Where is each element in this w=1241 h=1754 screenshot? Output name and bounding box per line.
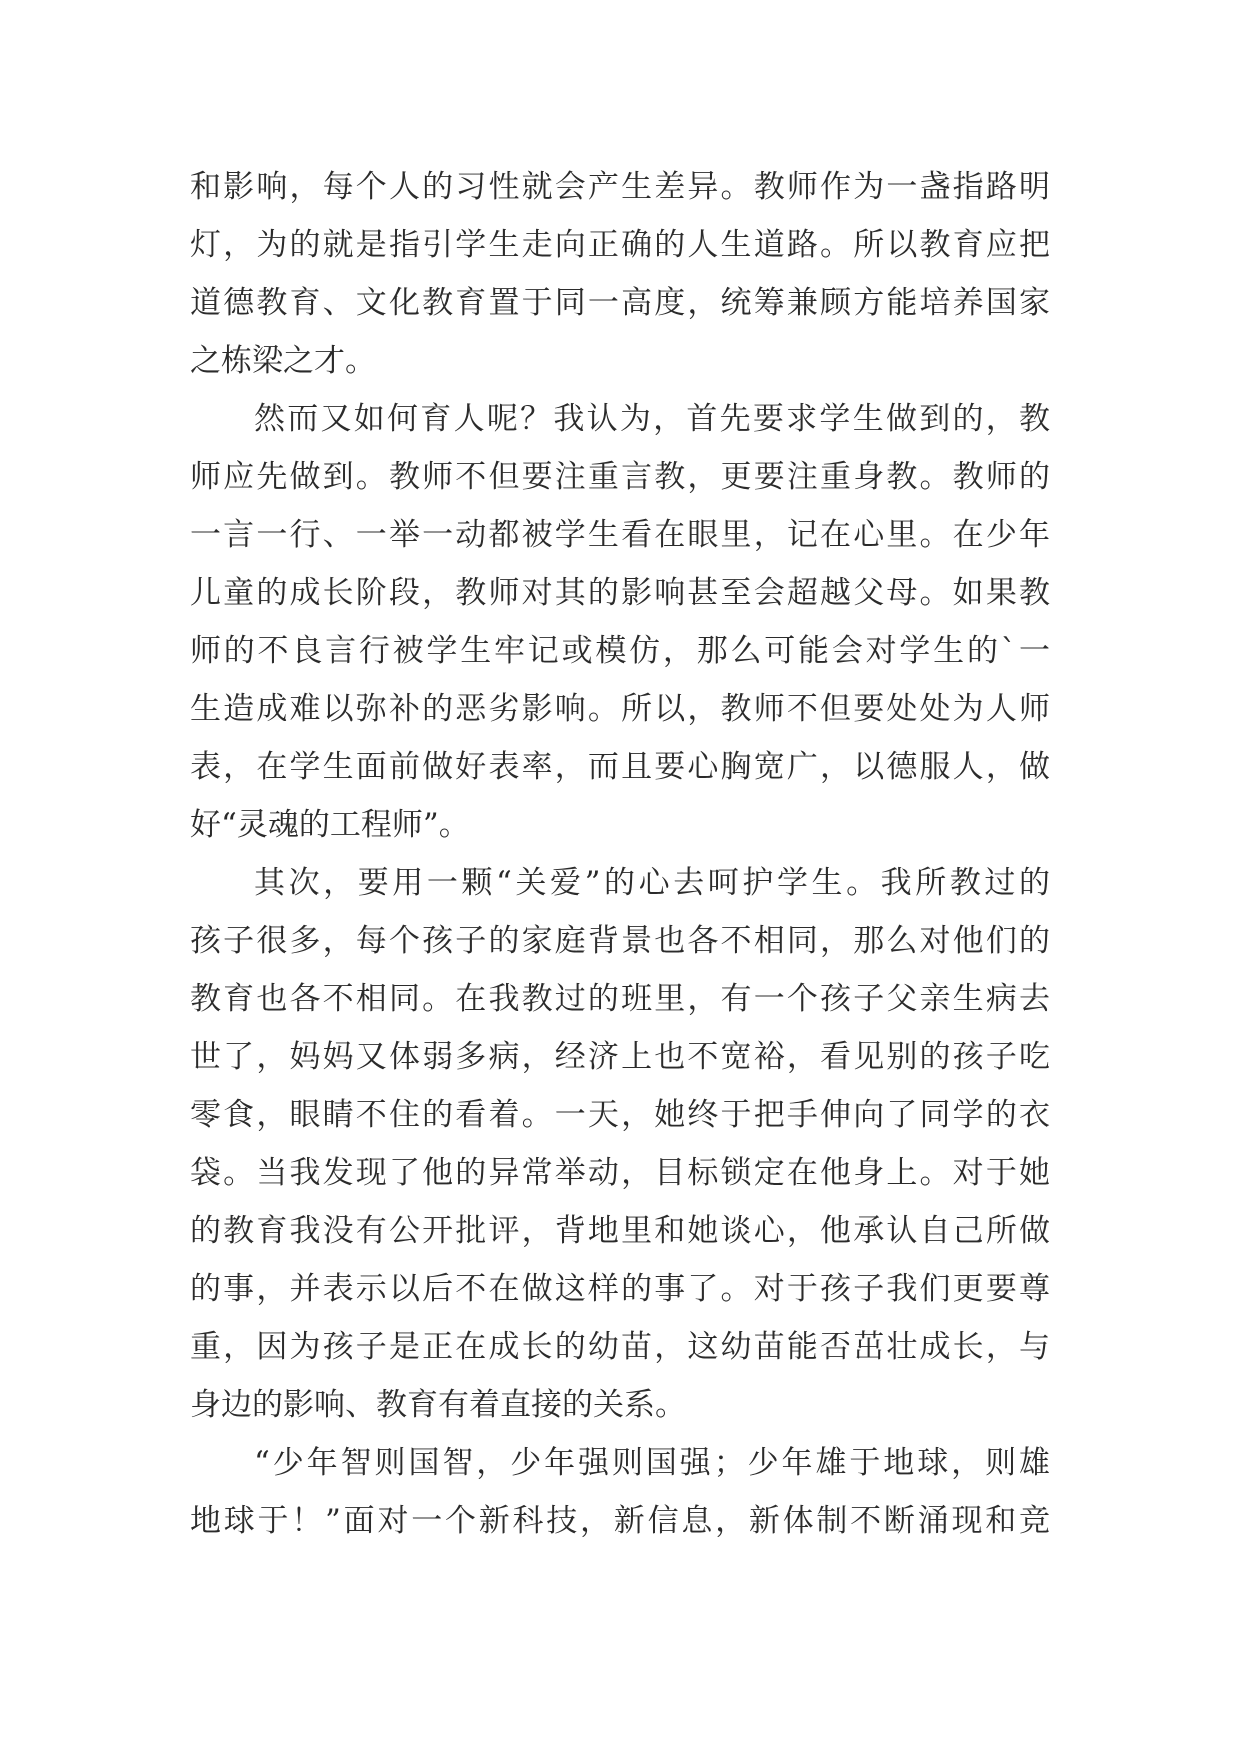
- paragraph-1-line-3: 道德教育、文化教育置于同一高度，统筹兼顾方能培养国家: [190, 285, 1050, 321]
- paragraph-2-line-4: 儿童的成长阶段，教师对其的影响甚至会超越父母。如果教: [190, 575, 1050, 611]
- paragraph-2-line-6: 生造成难以弥补的恶劣影响。所以，教师不但要处处为人师: [190, 691, 1050, 727]
- paragraph-1-line-2: 灯，为的就是指引学生走向正确的人生道路。所以教育应把: [190, 227, 1050, 263]
- paragraph-3-line-7: 的教育我没有公开批评，背地里和她谈心，他承认自己所做: [190, 1213, 1050, 1249]
- document-body: [190, 158, 1050, 1550]
- paragraph-3-line-8: 的事，并表示以后不在做这样的事了。对于孩子我们更要尊: [190, 1271, 1050, 1307]
- paragraph-1-line-4: 之栋梁之才。: [190, 343, 376, 379]
- paragraph-3-line-6: 袋。当我发现了他的异常举动，目标锁定在他身上。对于她: [190, 1155, 1050, 1191]
- paragraph-2-line-7: 表，在学生面前做好表率，而且要心胸宽广，以德服人，做: [190, 749, 1050, 785]
- paragraph-3-line-1: 其次，要用一颗“关爱”的心去呵护学生。我所教过的: [254, 865, 1050, 901]
- paragraph-4-line-1: “少年智则国智，少年强则国强；少年雄于地球，则雄: [254, 1445, 1050, 1481]
- paragraph-2-line-2: 师应先做到。教师不但要注重言教，更要注重身教。教师的: [190, 459, 1050, 495]
- paragraph-4-line-2: 地球于！”面对一个新科技，新信息，新体制不断涌现和竞: [190, 1503, 1050, 1539]
- paragraph-1-line-1: 和影响，每个人的习性就会产生差异。教师作为一盏指路明: [190, 169, 1050, 205]
- paragraph-2-line-1: 然而又如何育人呢？我认为，首先要求学生做到的，教: [254, 401, 1050, 437]
- paragraph-3-line-5: 零食，眼睛不住的看着。一天，她终于把手伸向了同学的衣: [190, 1097, 1050, 1133]
- paragraph-3-line-10: 身边的影响、教育有着直接的关系。: [190, 1387, 686, 1423]
- paragraph-3-line-9: 重，因为孩子是正在成长的幼苗，这幼苗能否茁壮成长，与: [190, 1329, 1050, 1365]
- paragraph-2-line-3: 一言一行、一举一动都被学生看在眼里，记在心里。在少年: [190, 517, 1050, 553]
- paragraph-2-line-5: 师的不良言行被学生牢记或模仿，那么可能会对学生的`一: [190, 633, 1050, 669]
- paragraph-3-line-2: 孩子很多，每个孩子的家庭背景也各不相同，那么对他们的: [190, 923, 1050, 959]
- paragraph-3-line-4: 世了，妈妈又体弱多病，经济上也不宽裕，看见别的孩子吃: [190, 1039, 1050, 1075]
- paragraph-2-line-8: 好“灵魂的工程师”。: [190, 807, 470, 843]
- paragraph-3-line-3: 教育也各不相同。在我教过的班里，有一个孩子父亲生病去: [190, 981, 1050, 1017]
